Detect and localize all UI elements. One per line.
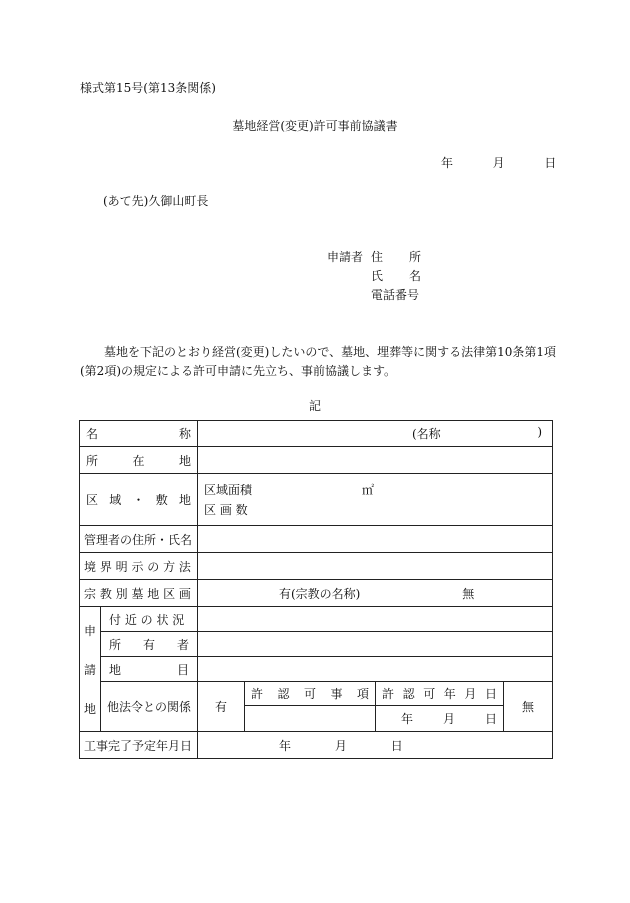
ki-label: 記 xyxy=(308,399,321,413)
name-value[interactable]: (名称 ) xyxy=(198,421,553,447)
applicant-name-label: 氏 名 xyxy=(371,269,422,283)
other-laws-label: 他法令との関係 xyxy=(101,682,198,732)
boundary-value[interactable] xyxy=(198,553,553,580)
name-label: 名 称 xyxy=(80,421,198,447)
manager-label: 管理者の住所・氏名 xyxy=(80,526,198,553)
religion-yes: 有(宗教の名称) xyxy=(279,586,361,601)
row-other-laws-header xyxy=(80,682,553,706)
date-line xyxy=(441,157,556,169)
row-completion xyxy=(80,732,553,759)
permit-date-value[interactable]: 年 月 日 xyxy=(376,706,504,732)
completion-value[interactable]: 年 月 日 xyxy=(198,732,553,759)
row-location xyxy=(80,447,553,474)
document-title: 墓地経営(変更)許可事前協議書 xyxy=(232,119,398,133)
date-day: 日 xyxy=(544,156,557,170)
row-owner xyxy=(80,632,553,657)
land-category-label: 地 目 xyxy=(101,657,198,682)
location-value[interactable] xyxy=(198,447,553,474)
row-boundary xyxy=(80,553,553,580)
religion-label: 宗 教 別 墓 地 区 画 xyxy=(80,580,198,607)
land-category-value[interactable] xyxy=(198,657,553,682)
plot-count-label: 区 画 数 xyxy=(204,502,248,517)
area-unit: ㎡ xyxy=(362,482,375,497)
religion-no: 無 xyxy=(462,586,475,601)
other-laws-no: 無 xyxy=(504,682,553,732)
body-text: 墓地を下記のとおり経営(変更)したいので、墓地、埋葬等に関する法律第10条第1項(第2項)の規定による許可申請に先立ち、事前協議します。 xyxy=(80,345,557,378)
applicant-address-label: 住 所 xyxy=(371,250,422,264)
religion-value[interactable] xyxy=(198,580,553,607)
date-month: 月 xyxy=(492,156,505,170)
permit-items-header: 許 認 可 事 項 xyxy=(245,682,376,706)
applicant-label: 申請者 xyxy=(327,250,364,264)
record-table xyxy=(79,420,553,759)
form-number: 様式第15号(第13条関係) xyxy=(80,81,216,95)
row-name xyxy=(80,421,553,447)
area-size-label: 区域面積 xyxy=(204,482,253,497)
owner-label: 所 有 者 xyxy=(101,632,198,657)
row-area xyxy=(80,474,553,526)
row-religion xyxy=(80,580,553,607)
site-label: 申 請 地 xyxy=(80,607,101,732)
row-land-category xyxy=(80,657,553,682)
owner-value[interactable] xyxy=(198,632,553,657)
surroundings-label: 付 近 の 状 況 xyxy=(101,607,198,632)
manager-value[interactable] xyxy=(198,526,553,553)
area-label: 区 域 ・ 敷 地 xyxy=(80,474,198,526)
area-value[interactable] xyxy=(198,474,553,526)
surroundings-value[interactable] xyxy=(198,607,553,632)
applicant-phone-label: 電話番号 xyxy=(371,288,420,302)
row-manager xyxy=(80,526,553,553)
date-year: 年 xyxy=(441,156,454,170)
row-surroundings xyxy=(80,607,553,632)
location-label: 所 在 地 xyxy=(80,447,198,474)
permit-date-header: 許 認 可 年 月 日 xyxy=(376,682,504,706)
other-laws-yes: 有 xyxy=(198,682,245,732)
addressee: (あて先)久御山町長 xyxy=(103,194,209,208)
boundary-label: 境 界 明 示 の 方 法 xyxy=(80,553,198,580)
completion-label: 工事完了予定年月日 xyxy=(80,732,198,759)
permit-items-value[interactable] xyxy=(245,706,376,732)
